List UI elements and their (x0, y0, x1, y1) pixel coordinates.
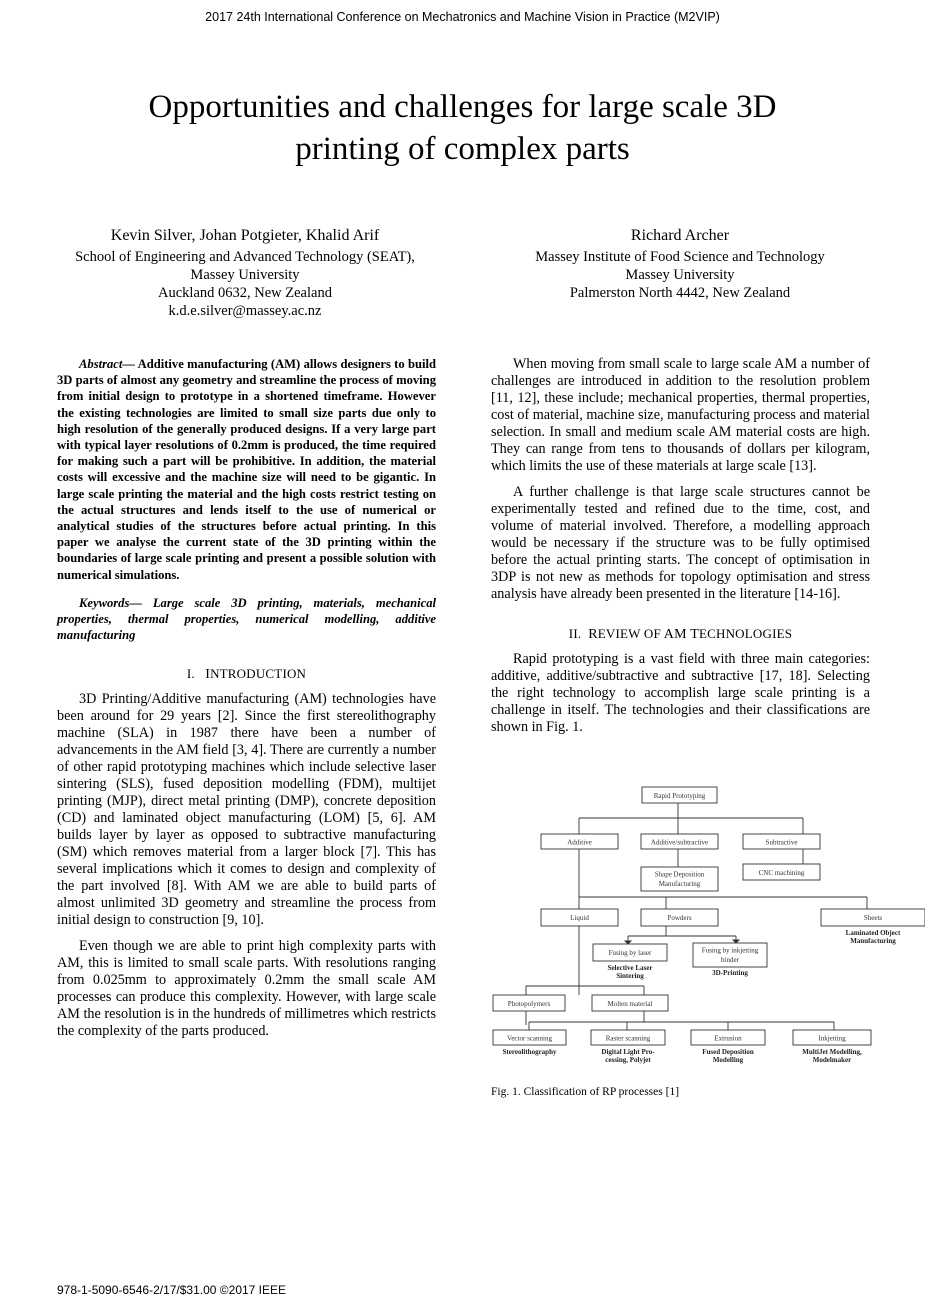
conference-header: 2017 24th International Conference on Mechatronics and Machine Vision in Practice (M2VIP) (205, 10, 720, 24)
label-powders: Powders (667, 914, 692, 922)
section-title-rest: NTRODUCTION (210, 666, 307, 682)
label-multijet-2: Modelmaker (812, 1056, 852, 1064)
figure-caption: Fig. 1. Classification of RP processes [1] (491, 1086, 680, 1098)
paper-title (60, 86, 865, 170)
author-affiliation: Massey Institute of Food Science and Technology (535, 249, 825, 265)
section-title-middle: AM (660, 627, 691, 642)
keywords-label: Keywords— (79, 595, 142, 610)
label-shape-deposition-2: Manufacturing (658, 880, 701, 888)
section-heading-review (491, 625, 870, 643)
right-column (491, 356, 870, 745)
author-address: Auckland 0632, New Zealand (158, 285, 332, 301)
title-line-2: printing of complex parts (295, 131, 630, 167)
label-stereolithography: Stereolithography (502, 1048, 557, 1056)
label-sheets: Sheets (863, 914, 883, 922)
paragraph: When moving from small scale to large scale AM a number of challenges are introduced in addition to the resolution problem [11, 12], these include; mechanical properties, thermal properties, cost of material, machine size, manufacturing process and material selection. In small and medium scale AM material costs are high. They can range from tens to thousands of dollars per kilogram, which limits the use of these materials at large scale [13]. (491, 356, 870, 474)
left-column (57, 356, 436, 1049)
author-names: Kevin Silver, Johan Potgieter, Khalid Arif (110, 227, 380, 244)
label-additive-subtractive: Additive/subtractive (650, 838, 709, 847)
label-additive: Additive (567, 838, 592, 847)
paragraph: Rapid prototyping is a vast field with three main categories: additive, additive/subtractive and subtractive [17, 18]. Selecting the right technology to accomplish large scale printing is a challenge in itself. The technologies and their classifications are shown in Fig. 1. (491, 651, 870, 735)
label-shape-deposition-1: Shape Deposition (654, 870, 705, 879)
author-affiliation: School of Engineering and Advanced Technology (SEAT), (75, 249, 415, 265)
author-university: Massey University (190, 267, 300, 283)
label-lom-2: Manufacturing (850, 937, 896, 945)
label-vector-scanning: Vector scanning (507, 1034, 552, 1043)
abstract-text: Additive manufacturing (AM) allows designers to build 3D parts of almost any geometry and streamline the process of moving from initial design to prototype in a shortened timeframe. However the existing technologies are limited to small size parts due only to high resolution of the generally produced designs. If a very large part with typical layer resolutions of 0.2mm is produced, the time required for making such a part will be prohibitive. In addition, the material costs will excessive and the machine size will need to be gigantic. In large scale printing the material and the high costs restrict testing on the actual structures and lends itself to the use of numerical or analytical studies of the structures before actual printing. In this paper we analyse the current state of the 3D printing within the boundaries of large scale printing and present a possible solution with numerical simulations. (57, 357, 436, 582)
section-initial: R (588, 627, 598, 642)
label-sls-1: Selective Laser (607, 964, 653, 972)
label-dlp-2: cessing, Polyjet (605, 1056, 651, 1064)
label-fusing-inkjet-2: binder (721, 956, 739, 964)
label-cnc-machining: CNC machining (758, 869, 805, 877)
author-block-right (475, 226, 885, 302)
label-lom-1: Laminated Object (845, 929, 901, 937)
author-university: Massey University (625, 267, 735, 283)
figure-rp-classification (491, 783, 925, 1083)
author-names: Richard Archer (630, 227, 730, 244)
label-subtractive: Subtractive (765, 838, 798, 847)
paragraph: A further challenge is that large scale structures cannot be experimentally tested and refined due to the time, cost, and volume of material involved. Therefore, a modelling approach would be necessary if the structure was to be fully optimised before the actual printing starts. The concept of optimisation in 3DP is not new as methods for topology optimisation and stress analysis have already been presented in the literature [14-16]. (491, 484, 870, 602)
section-title-rest: EVIEW OF (597, 626, 661, 641)
label-fdm-2: Modelling (712, 1056, 744, 1064)
abstract-label: Abstract— (79, 357, 135, 371)
copyright-footer: 978-1-5090-6546-2/17/$31.00 ©2017 IEEE (57, 1283, 287, 1297)
label-fusing-laser: Fusing by laser (608, 949, 652, 957)
paragraph: 3D Printing/Additive manufacturing (AM) technologies have been around for 29 years [2]. Since the first stereolithography machine (SLA) in 1987 there have been a number of advancements in the AM field [3, 4]. There are currently a number of other rapid prototyping machines which include selective laser sintering (SLS), fused deposition modelling (FDM), multijet printing (MJP), direct metal printing (DMP), concrete deposition (CD) and laminated object manufacturing (LOM) [5, 6]. AM builds layer by layer as opposed to subtractive manufacturing (SM) which removes material from a larger block [7]. This has several implications which it comes to design and complexity of the part involved [8]. With AM we are able to build parts of almost unlimited 3D geometry and streamline the process from initial design to construction [9, 10]. (57, 691, 436, 929)
label-3d-printing: 3D-Printing (712, 969, 748, 977)
label-multijet-1: MultiJet Modelling, (802, 1048, 862, 1056)
section-initial: T (690, 627, 699, 642)
label-inkjetting: Inkjetting (818, 1034, 846, 1043)
label-dlp-1: Digital Light Pro- (601, 1048, 655, 1056)
label-rapid-prototyping: Rapid Prototyping (653, 792, 706, 800)
keywords (57, 595, 436, 644)
label-sls-2: Sintering (616, 972, 644, 980)
label-photopolymers: Photopolymers (507, 1000, 551, 1008)
label-fusing-inkjet-1: Fusing by inkjetting (701, 946, 759, 955)
section-title-rest: ECHNOLOGIES (698, 626, 793, 641)
title-line-1: Opportunities and challenges for large scale 3D (148, 89, 777, 125)
author-block-left (40, 226, 450, 320)
label-extrusion: Extrusion (714, 1034, 742, 1043)
label-raster-scanning: Raster scanning (605, 1034, 651, 1043)
section-numeral: I. (186, 666, 195, 682)
label-molten-material: Molten material (607, 1000, 653, 1008)
author-address: Palmerston North 4442, New Zealand (569, 285, 791, 301)
abstract (57, 356, 436, 583)
label-liquid: Liquid (570, 914, 589, 922)
classification-diagram (491, 783, 925, 1083)
section-numeral: II. (568, 626, 582, 641)
author-email: k.d.e.silver@massey.ac.nz (168, 303, 322, 319)
section-heading-introduction (57, 665, 436, 683)
paragraph: Even though we are able to print high complexity parts with AM, this is limited to small scale parts. With resolutions ranging from 0.025mm to approximately 0.2mm the small scale AM processes can produce this complexity. However, with large scale AM the resolution is in the hundreds of millimetres which restricts the complexity of the parts produced. (57, 938, 436, 1040)
keywords-text: Large scale 3D printing, materials, mechanical properties, thermal properties, numerical modelling, additive manufacturing (57, 595, 436, 643)
label-fdm-1: Fused Deposition (702, 1048, 754, 1056)
section-initial: I (205, 667, 211, 683)
